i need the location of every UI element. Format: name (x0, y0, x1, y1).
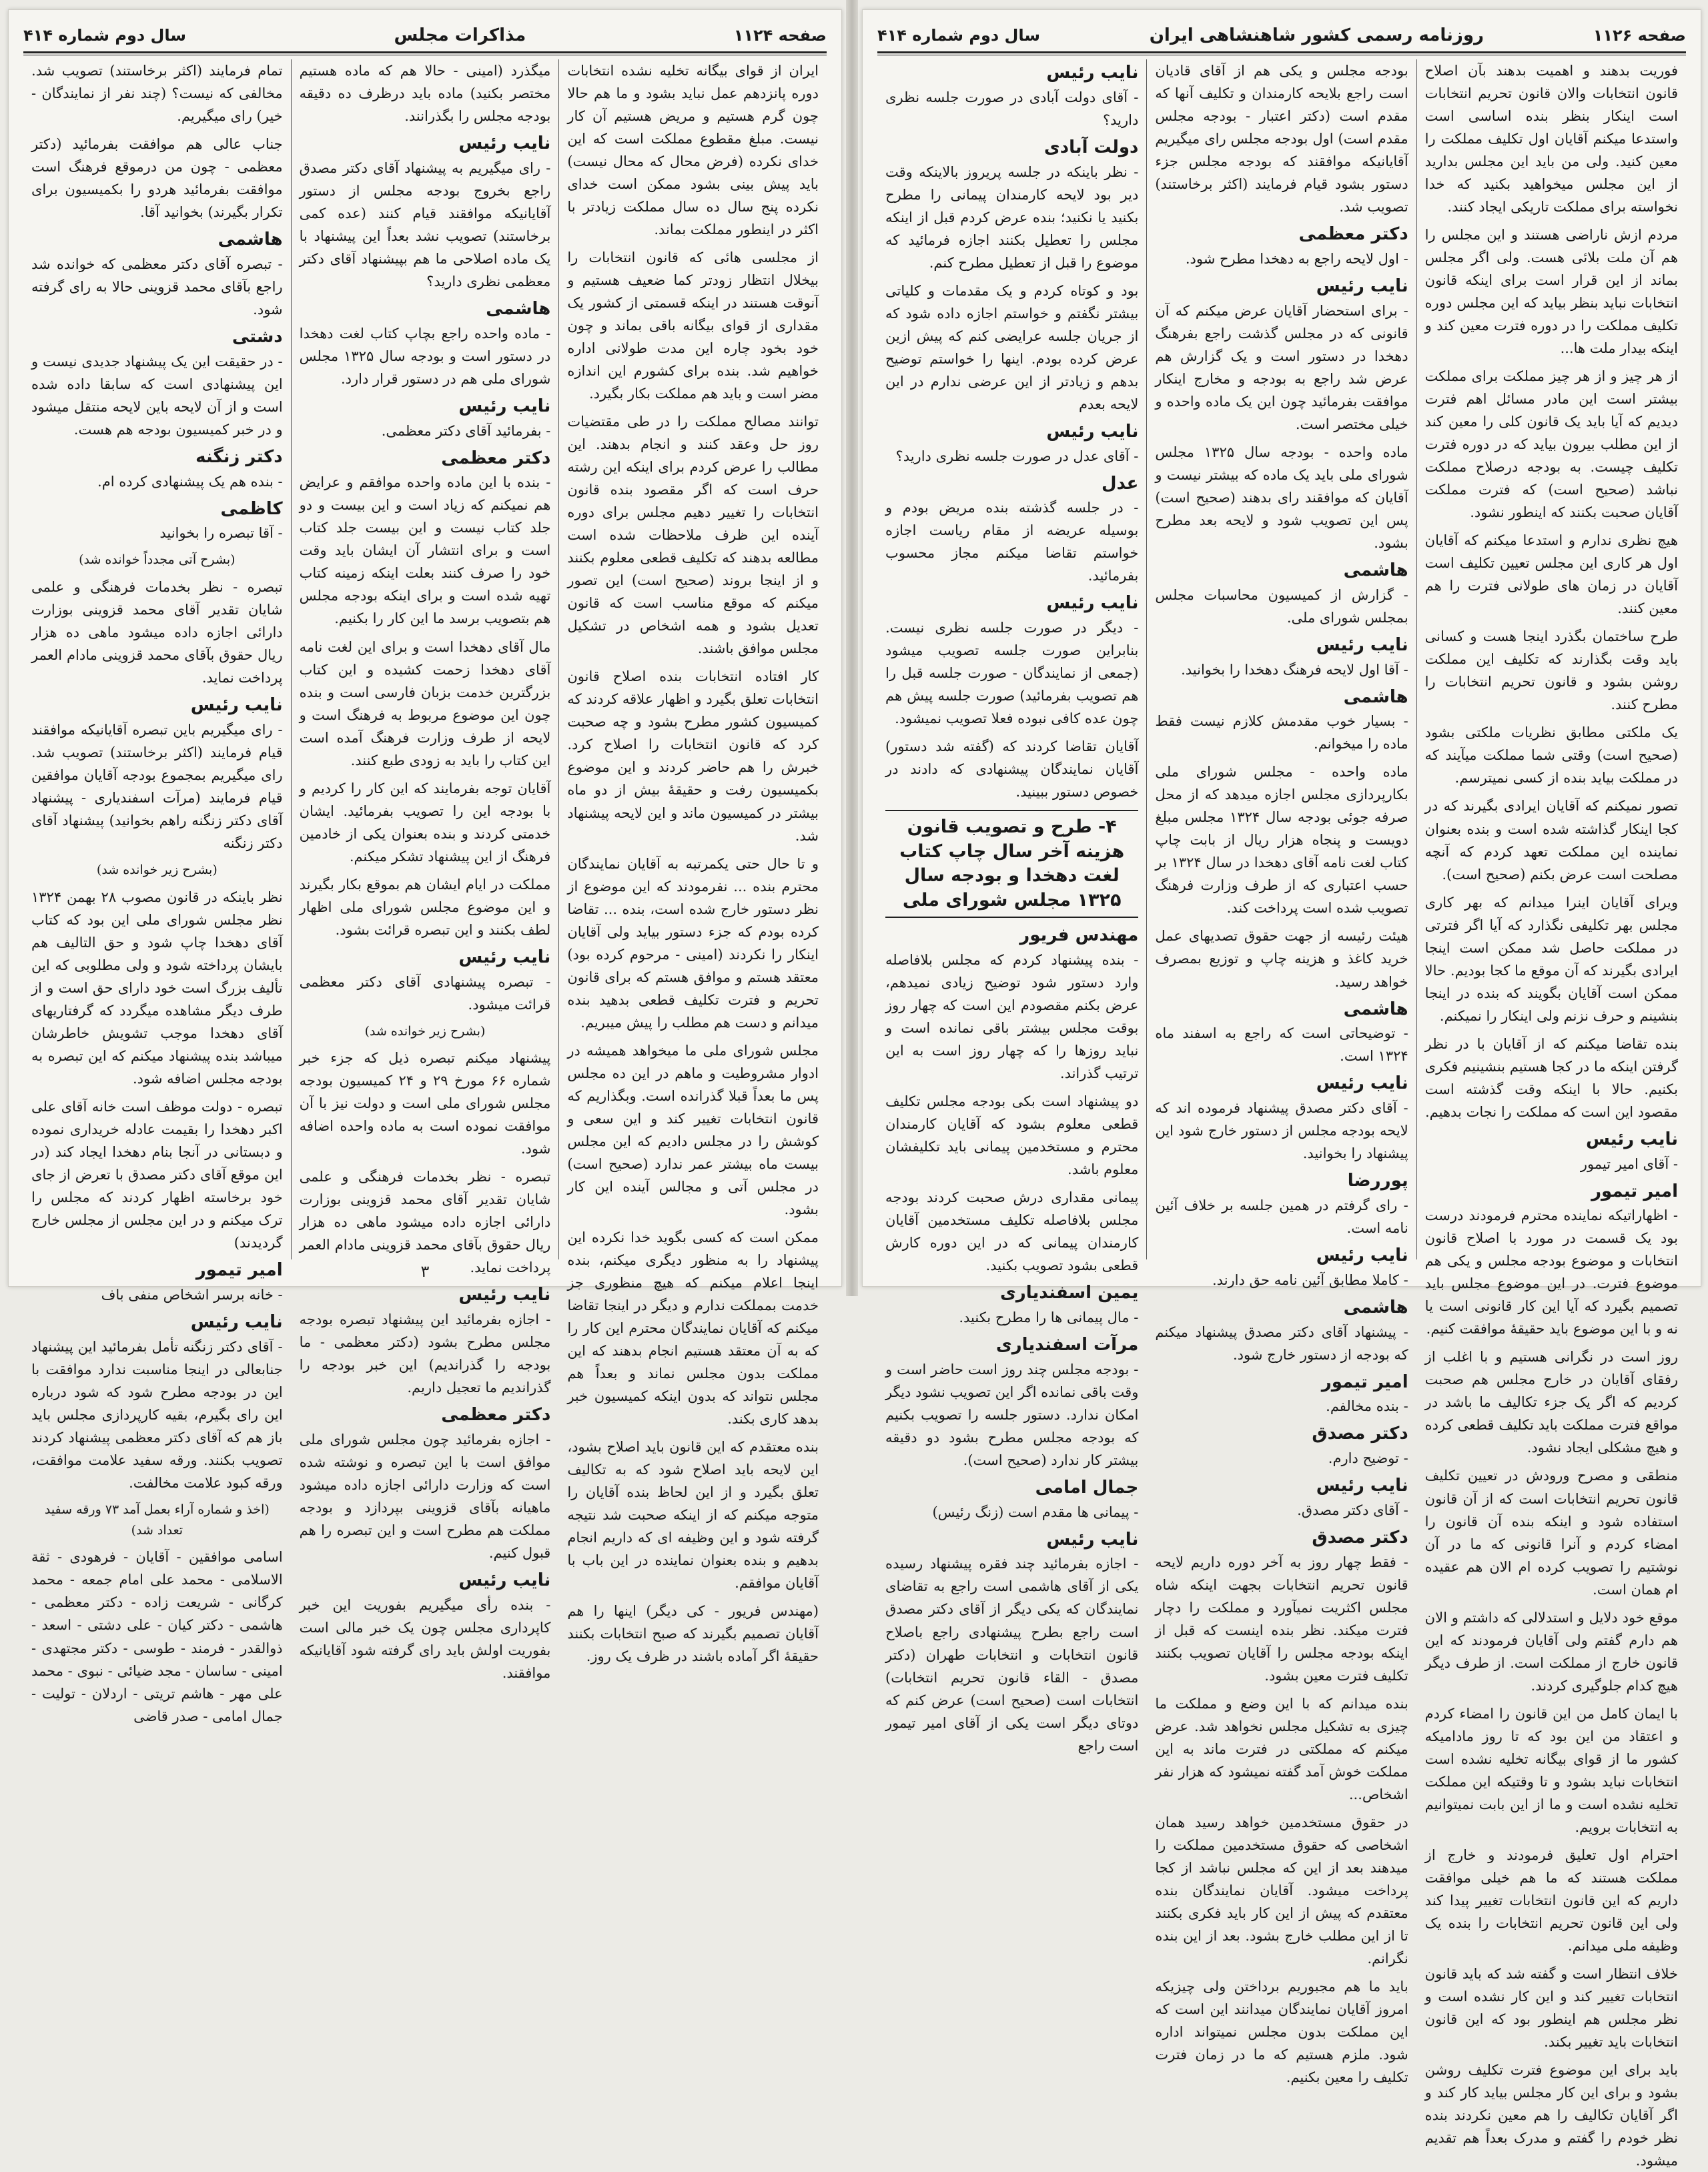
article-paragraph: ویرای آقایان اینرا میدانم که بهر کاری مجلس بهر تکلیفی نگذارد که آیا اگر فترتی در مملکت حاصل شد ممکن است اینجا ایرادی بگیرند که آن موقع ما کجا بودیم. حالا ممکن است آقایان بگویند که بنده در اینجا بنشینم و حرف نزنم ولی اینکار را نمیکنم. (1424, 894, 1678, 1024)
article-paragraph: - آقای عدل در صورت جلسه نظری دارید؟ (895, 448, 1139, 464)
article-paragraph: - بنده پیشنهاد کردم که مجلس بلافاصله وارد دستور شود توضیح زیادی نمیدهم، عرض بکنم مقصودم این است که چهار روز بوقت مجلس بیشتر باقی نمانده است و نباید روزها را که چهار روز است به این ترتیب گذراند. (885, 951, 1139, 1082)
article-paragraph: - تبصره آقای دکتر معظمی که خوانده شد راجع بآقای محمد قزوینی حالا به رای گرفته شود. (31, 255, 283, 318)
speaker-name: دکتر معظمی (441, 1405, 551, 1426)
header-rule (877, 51, 1686, 53)
article-paragraph: بنده میدانم که با این وضع و مملکت ما چیزی به تشکیل مجلس نخواهد شد. عرض میکنم که مملکتی در فترت ماند به این مملکت خوش آمد گفته نمیشود که هزار نفر اشخاص... (1155, 1695, 1408, 1803)
article-paragraph: - در حقیقت این یک پیشنهاد جدیدی نیست و این پیشنهادی است که سابقا داده شده است و از آن لایحه باین لایحه منتقل میشود و در خبر کمیسیون بودجه هم هست. (31, 353, 283, 438)
article-paragraph: - رای میگیریم به پیشنهاد آقای دکتر مصدق راجع بخروج بودجه مجلس از دستور آقایانیکه موافقند قیام کنند (عده کمی برخاستند) تصویب نشد بعداً این پیشنهاد با یک ماده اصلاحی ما هم بپیشنهاد آقای دکتر معظمی نظری دارید؟ (299, 159, 551, 290)
speaker-name: نایب رئیس (458, 1570, 551, 1591)
right-page (862, 9, 1701, 2169)
article-paragraph: جناب عالی هم موافقت بفرمائید (دکتر معظمی - چون من درموقع فرهنگ است موافقت بفرمائید هردو را بکمیسیون برای تکرار بگیرند) بخوانید آقا. (31, 136, 283, 221)
article-paragraph: باید برای این موضوع فترت تکلیف روشن بشود و برای این کار مجلس بیاید کار کند و اگر آقایان تکالیف را هم معین نکردند بنده نظر خودم را گفتم و مدرک بعداً هم تقدیم میشود. (1424, 2061, 1678, 2169)
left-issue-label: سال دوم شماره ۴۱۴ (23, 26, 186, 45)
article-paragraph: - در جلسه گذشته بنده مریض بودم و بوسیله عریضه از مقام ریاست اجازه خواستم تقاضا میکنم مجاز محسوب بفرمائید. (885, 500, 1139, 584)
article-paragraph: و تا حال حتی یکمرتبه به آقایان نمایندگان محترم بنده ... نفرمودند که این موضوع از نظر دستور خارج شده است، بنده ... تقاضا کرده بودم که جزء دستور بیاید ولی آقایان اینکار را نکردند (امینی - مرحوم کرده بود) معتقد هستم و موافق هستم که برای قانون تحریم و فترت تکلیف قطعی بدهید بنده میدانم و دست هم مطلب را پیش میبریم. (567, 855, 819, 1031)
article-paragraph: با ایمان کامل من این قانون را امضاء کردم و اعتقاد من این بود که تا روز مادامیکه کشور ما از قوای بیگانه تخلیه نشده است انتخابات نباید بشود و تا وقتیکه این مملکت تخلیه نشده است و ما از این بابت نمیتوانیم به انتخابات برویم. (1424, 1705, 1678, 1835)
speaker-name: جمال امامی (1035, 1477, 1139, 1498)
speaker-name: کاظمی (220, 498, 283, 519)
article-paragraph: بودجه مجلس و یکی هم از آقای قادیان است راجع بلایحه کارمندان و تکلیف آنها که مقدم است (دکتر اعتبار - بودجه مجلس مقدم است) اول بودجه مجلس رای میگیریم آقایانیکه موافقند که بودجه مجلس جزء دستور بشود قیام فرمایند (اکثر برخاستند) تصویب شد. (1155, 63, 1408, 215)
speaker-name: پوررضا (1347, 1171, 1408, 1191)
right-column-1 (1416, 59, 1686, 2169)
article-paragraph: منطقی و مصرح ورودش در تعیین تکلیف قانون تحریم انتخابات است که از آن قانون استفاده شود و اینکه بنده آن قانون را امضاء کردم و آنرا قانونی که ما در آن نوشتیم را تصویب کرده ام الان هم عقیده ام همان است. (1424, 1468, 1678, 1598)
article-paragraph: - بفرمائید آقای دکتر معظمی. (381, 422, 551, 439)
article-paragraph: طرح ساختمان بگذرد اینجا هست و کسانی باید وقت بگذارند که تکلیف این مملکت روشن بشود و قانون تحریم انتخابات را مطرح کنند. (1424, 628, 1678, 713)
speaker-name: هاشمی (1343, 686, 1408, 707)
speaker-name: نایب رئیس (190, 695, 283, 716)
speaker-name: هاشمی (1343, 560, 1408, 580)
speaker-name: دکتر معظمی (441, 448, 551, 468)
left-columns (23, 59, 827, 1724)
article-paragraph: - بنده هم یک پیشنهادی کرده ام. (97, 473, 283, 490)
speaker-name: نایب رئیس (190, 1312, 283, 1332)
speaker-name: مهندس فریور (1019, 925, 1139, 946)
left-page-number: صفحه ۱۱۲۴ (733, 26, 827, 45)
section-heading: ۴- طرح و تصویب قانون هزینه آخر سال چاپ کتاب لغت دهخدا و بودجه سال ۱۳۲۵ مجلس شورای ملی (885, 810, 1138, 918)
speaker-name: دولت آبادی (1043, 137, 1139, 157)
article-paragraph: - ماده واحده راجع بچاپ کتاب لغت دهخدا در دستور است و بودجه سال ۱۳۲۵ مجلس شورای ملی هم در دستور قرار دارد. (299, 325, 551, 387)
article-paragraph: دو پیشنهاد است بکی بودجه مجلس تکلیف قطعی معلوم بشود که آقایان کارمندان محترم و مستخدمین پیمانی باید تکلیفشان معلوم باشد. (885, 1093, 1139, 1178)
article-paragraph: از مجلسی هائی که قانون انتخابات را بیخلال انتظار زودتر کما ضعیف هستیم و آنوقت هستند در اینکه قسمتی از کشور یک مقداری از قوای بیگانه باقی بماند و چون خود بخود چاره این مدت طولانی اداره خواهیم شد. بنده برای کشورم این اندازه مضر است و باید هم مملکت بکار بگیرد. (567, 249, 819, 402)
article-paragraph: - گزارش از کمیسیون محاسبات مجلس بمجلس شورای ملی. (1155, 586, 1408, 626)
left-section-title: مذاکرات مجلس (394, 25, 526, 45)
session-note: (بشرح زیر خوانده شد) (364, 1023, 486, 1039)
article-paragraph: (مهندس فریور - کی دیگر) اینها را هم آقایان تصمیم بگیرند که صبح انتخابات بکنند حقیقهٔ اگر آماده باشند در ظرف یک روز. (567, 1603, 819, 1665)
left-column-1 (558, 59, 827, 1665)
article-paragraph: - خانه برسر اشخاص منفی باف (101, 1286, 283, 1303)
right-page-header (877, 22, 1686, 49)
article-paragraph: - رای میگیریم باین تبصره آقایانیکه موافقند قیام فرمایند (اکثر برخاستند) تصویب شد. رای میگیریم بمجموع بودجه آقایان موافقین قیام فرمایند (مرآت اسفندیاری - پیشنهاد آقای دکتر زنگنه راهم بخوانید) پیشنهاد آقای دکتر زنگنه (31, 722, 283, 852)
article-paragraph: - اجازه بفرمائید چون مجلس شورای ملی موافق است با این تبصره و نوشته شده است که وزارت دارائی اجازه داده میشود ماهیانه بآقای قزوینی بپردازد و بودجه مملکت هم مطرح است و این تبصره را هم قبول کنیم. (299, 1432, 551, 1562)
article-paragraph: پیمانی مقداری درش صحبت کردند بودجه مجلس بلافاصله تکلیف مستخدمین آقایان کارمندان پیمانی که در این دوره کارش قطعی بشود تصویب بکنید. (885, 1189, 1139, 1274)
speaker-name: نایب رئیس (1316, 1245, 1408, 1266)
article-paragraph: پیشنهاد میکنم تبصره ذیل که جزء خبر شماره ۶۶ مورخ ۲۹ و ۲۴ کمیسیون بودجه مجلس شورای ملی است و دولت نیز با آن موافقت نموده است به ماده واحده اضافه شود. (299, 1050, 551, 1157)
speaker-name: دکتر معظمی (1298, 224, 1408, 245)
article-paragraph: - برای استحضار آقایان عرض میکنم که آن قانونی که در مجلس گذشت راجع بفرهنگ دهخدا در دستور است و یک گزارش هم عرض شد راجع به بودجه و مخارج اینکار موافقت بفرمائید چون این یک ماده واحده و خیلی مختصر است. (1155, 302, 1408, 432)
article-paragraph: نظر باینکه در قانون مصوب ۲۸ بهمن ۱۳۲۴ نظر مجلس شورای ملی این بود که کتاب آقای دهخدا چاپ شود و حق التالیف هم بایشان پرداخته شود و ولی مطلوبی که این تألیف بزرگ است خود دارای حق است و از طرف دیگر مشاهده میگردد که گرفتاریهای آقای دهخدا موجب تشویش خاطرشان میباشد بنده پیشنهاد میکنم که این تبصره به بودجه مجلس اضافه شود. (31, 889, 283, 1087)
speaker-name: نایب رئیس (1586, 1129, 1678, 1149)
speaker-name: نایب رئیس (1046, 421, 1139, 442)
article-paragraph: روز است در نگرانی هستیم و با اغلب از رفقای آقایان در خارج مجلس هم صحبت کردیم که اگر یک جزء تکالیف ما باشد در مواقع فترت مملکت باید تکلیف قطعی کرده و هیچ مشکلی ایجاد نشود. (1424, 1349, 1678, 1456)
article-paragraph: مال آقای دهخدا است و برای این لغت نامه آقای دهخدا زحمت کشیده و این کتاب بزرگترین خدمت بزبان فارسی است و بنده چون این موضوع مربوط به فرهنگ است و لایحه از طرف وزارت فرهنگ آمده است این کتاب را باید به زودی طبع کنند. (299, 638, 551, 768)
article-paragraph: هیئت رئیسه از جهت حقوق تصدیهای عمل خرید کاغذ و هزینه چاپ و توزیع بمصرف خواهد رسید. (1155, 928, 1408, 990)
left-column-2 (291, 59, 559, 1682)
speaker-name: نایب رئیس (458, 396, 551, 416)
speaker-name: دکتر مصدق (1312, 1528, 1408, 1548)
article-paragraph: - رای گرفتم در همین جلسه بر خلاف آئین نامه است. (1155, 1197, 1408, 1236)
article-paragraph: بنده تقاضا میکنم که از آقایان با در نظر گرفتن اینکه ما در کجا هستیم بنشینیم فکری بکنیم. حالا با اینکه وقت گذشته است مقصود این است که مملکت را نجات بدهیم. (1424, 1035, 1678, 1120)
article-paragraph: - پیشنهاد آقای دکتر مصدق پیشنهاد میکنم که بودجه از دستور خارج شود. (1155, 1323, 1408, 1363)
article-paragraph: تمام فرمایند (اکثر برخاستند) تصویب شد. مخالفی که نیست؟ (چند نفر از نمایندگان - خیر) رای میگیریم. (31, 63, 283, 125)
left-column-3 (23, 59, 291, 1724)
article-paragraph: - توضیح دارم. (1328, 1450, 1408, 1467)
article-paragraph: کار افتاده انتخابات بنده اصلاح قانون انتخابات تعلق بگیرد و اظهار علاقه کردند که کمیسیون کشور مطرح بشود و چه صحبت کرد که قانون انتخابات را اصلاح کرد. خبرش را هم حاضر کردند و این موضوع بکمیسیون رفت و حقیقهٔ بیش از دو ماه بیشتر در کمیسیون ماند و این لایحه پیشنهاد شد. (567, 668, 819, 844)
speaker-name: هاشمی (1343, 1297, 1408, 1317)
speaker-name: نایب رئیس (1046, 1529, 1139, 1550)
article-paragraph: - توضیحاتی است که راجع به اسفند ماه ۱۳۲۴ است. (1155, 1025, 1408, 1065)
article-paragraph: ایران از قوای بیگانه تخلیه نشده انتخابات دوره پانزدهم عمل نباید بشود و ما هم حالا چون گرم هستیم و مریض هستیم آن کار نیست. مبلغ مقطوع مملکت است که این خدای نکرده (فرض محال که محال نیست) باید پیش بینی بشود ممکن است خدای نکرده پنج سال ده سال مملکت زیادتر با اکثر در اینطور مملکت بماند. (567, 63, 819, 238)
article-paragraph: مردم ازش ناراضی هستند و این مجلس را هم آن ملت بلائی هست. ولی اگر مجلس بماند از این قرار است برای اینکه قانون انتخابات نباید بنظر بیاید که این مجلس دوره تکلیف مملکت را در دوره فترت معین کند و اینکه بیدار ملت ها... (1424, 227, 1678, 357)
article-paragraph: بود و کوتاه کردم و یک مقدمات و کلیاتی بیشتر نگفتم و خواستم اجازه داده شود که از جریان جلسه عرایضی کنم که پیش ازین عرض کرده بودم. اینها را خواستم توضیح بدهم و زیادتر از این عرضی ندارم در این لایحه بعدم (885, 282, 1139, 412)
speaker-name: امیر تیمور (1321, 1372, 1408, 1392)
article-paragraph: - پیمانی ها مقدم است (زنگ رئیس) (932, 1504, 1139, 1520)
speaker-name: مرآت اسفندیاری (995, 1334, 1139, 1355)
article-paragraph: - اجازه بفرمائید این پیشنهاد تبصره بودجه مجلس مطرح بشود (دکتر معظمی - ما بودجه را گذراندیم) این خبر بودجه را گذراندیم ما تعجیل داریم. (299, 1311, 551, 1396)
article-paragraph: میگذرد (امینی - حالا هم که ماده هستیم مختصر بکنید) ماده باید درظرف ده دقیقه بودجه مجلس را بگذرانند. (299, 63, 551, 125)
article-paragraph: خلاف انتظار است و گفته شد که باید قانون انتخابات تغییر کند و این کار نشده است و نظر مجلس هم اینطور بود که این قانون انتخابات باید تغییر بکند. (1424, 1965, 1678, 2050)
article-paragraph: - بسیار خوب مقدمش کلازم نیست فقط ماده را میخوانم. (1155, 713, 1408, 752)
speaker-name: نایب رئیس (458, 133, 551, 154)
article-paragraph: - آقای دکتر زنگنه تأمل بفرمائید این پیشنهاد جنابعالی در اینجا مناسبت ندارد موافقت با این در بودجه مطرح شود که شود درباره این رای بگیرم، بقیه کارپردازی مجلس باید باز هم که آقای دکتر معظمی پیشنهاد کردند تصویب بکنند. ورقه سفید علامت موافقت، ورقه کبود علامت مخالفت. (31, 1338, 283, 1491)
speaker-name: نایب رئیس (1046, 593, 1139, 614)
speaker-name: دشتی (232, 326, 283, 347)
speaker-name: نایب رئیس (1316, 276, 1408, 296)
session-note: (بشرح زیر خوانده شد) (96, 863, 218, 878)
article-paragraph: - بنده با این ماده واحده موافقم و عرایض هم نمیکنم که زیاد است و این بیست و دو جلد کتاب نیست و این بیست جلد کتاب است و برای انتشار آن ایشان باید وقت خود را صرف کنند بعلت اینکه زمینه کتاب تهیه شده است و برای اینکه بودجه مجلس هم بتصویب برسد ما این کار را بکنیم. (299, 474, 551, 627)
speaker-name: نایب رئیس (458, 1285, 551, 1305)
session-note: (بشرح آتی مجدداً خوانده شد) (79, 552, 236, 568)
article-paragraph: - اول لایحه راجع به دهخدا مطرح شود. (1185, 250, 1408, 267)
right-issue-label: سال دوم شماره ۴۱۴ (877, 26, 1040, 45)
speaker-name: یمین اسفندیاری (999, 1283, 1139, 1303)
left-page-footer: ۳ (420, 1262, 430, 1281)
article-paragraph: - آقا اول لایحه فرهنگ دهخدا را بخوانید. (1181, 661, 1408, 678)
article-paragraph: - بودجه مجلس چند روز است حاضر است و وقت باقی نمانده اگر این تصویب نشود دیگر امکان ندارد. دستور جلسه را تصویب بکنیم که بودجه مجلس مطرح بشود دو دقیقه بیشتر کار ندارد (صحیح است). (885, 1361, 1139, 1468)
article-paragraph: اسامی موافقین - آقایان - فرهودی - ثقة الاسلامی - محمد علی امام جمعه - محمد کرگانی - شریعت زاده - دکتر معظمی - هاشمی - دکتر کیان - علی دشتی - اسعد - ذوالقدر - فرمند - طوسی - دکتر مجتهدی - امینی - ساسان - مجد ضیائی - نبوی - محمد علی مهر - هاشم تریتی - اردلان - تولیت - جمال امامی - صدر قاضی (31, 1549, 283, 1724)
article-paragraph: تبصره - نظر بخدمات فرهنگی و علمی شایان تقدیر آقای محمد قزوینی بوزارت دارائی اجازه داده میشود ماهی ده هزار ریال حقوق بآقای محمد قزوینی مادام العمر پرداخت نماید. (299, 1169, 551, 1276)
article-paragraph: تصور نمیکنم که آقایان ایرادی بگیرند که در کجا اینکار گذاشته شده است و بنده بعنوان نماینده این مملکت تعهد کردم که آنچه مصلحت است عرض بکنم (صحیح است). (1424, 798, 1678, 883)
article-paragraph: - آقای امیر تیمور (1580, 1155, 1678, 1172)
article-paragraph: - نظر باینکه در جلسه پریروز بالاینکه وقت دیر بود لایحه کارمندان پیمانی را مطرح بکنید یا نکنید؛ بنده عرض کردم قبل از اینکه مجلس را تعطیل بکنند اجازه فرمائید که موضوع را قبل از تعطیل مطرح کنم. (885, 163, 1139, 271)
article-paragraph: - اظهاراتیکه نماینده محترم فرمودند درست بود یک قسمت در مورد با اصلاح قانون انتخابات و موضوع بودجه مجلس و یکی هم موضوع فترت. در این موضوع مجلس باید تصمیم بگیرد که آیا این کار قانونی است یا نه و با این موضوع باید حقیقهٔ موافقت کنیم. (1424, 1207, 1678, 1337)
article-paragraph: باید ما هم مجبوریم برداختن ولی چیزیکه امروز آقایان نمایندگان میدانند این است که این مملکت بدون مجلس نمیتواند اداره شود. ملزم هستیم که ما در زمان فترت تکلیف را معین بکنیم. (1155, 1979, 1408, 2086)
speaker-name: هاشمی (486, 298, 551, 319)
speaker-name: نایب رئیس (1316, 634, 1408, 655)
session-note: (اخذ و شماره آراء بعمل آمد ۷۳ ورقه سفید تعداد شد) (44, 1502, 270, 1538)
article-paragraph: - فقط چهار روز به آخر دوره داریم لایحه قانون تحریم انتخابات بجهت اینکه شاه مجلس اکثریت نمیآورد و مملکت را دچار فترت میکند. نظر بنده اینست که قبل از اینکه بودجه مجلس را آقایان تصویب بکنند تکلیف فترت معین بشود. (1155, 1554, 1408, 1684)
page-gutter (846, 0, 858, 1296)
right-publication-title: روزنامه رسمی کشور شاهنشاهی ایران (1149, 25, 1484, 45)
speaker-name: هاشمی (1343, 999, 1408, 1019)
speaker-name: نایب رئیس (458, 947, 551, 967)
article-paragraph: - بنده مخالفم. (1326, 1398, 1408, 1415)
right-column-2 (1146, 59, 1416, 2086)
article-paragraph: ماده واحده - بودجه سال ۱۳۲۵ مجلس شورای ملی باید یک ماده که بیشتر نیست و آقایان که موافقند رای بدهند (صحیح است) پس این تصویب شود و لایحه بعد مطرح بشود. (1155, 444, 1408, 551)
article-paragraph: - آقای دکتر مصدق. (1297, 1502, 1408, 1519)
speaker-name: نایب رئیس (1046, 63, 1139, 83)
right-page-number: صفحه ۱۱۲۶ (1593, 26, 1686, 45)
article-paragraph: توانند مصالح مملکت را در طی مقتضیات روز حل وعقد کنند و انجام بدهند. این مطالب را عرض کردم برای اینکه این رشته حرف است که اگر مقصود بنده قانون انتخابات را تغییر دهیم مجلس برای دوره آینده این ظرف ملاحظات شده است مطالعه بدهند که تکلیف قطعی معلوم بکنند و از اینجا بروند (صحیح است) این تصور میکنم که موقع مناسب است که قانون تعدیل بشود و همه اشخاص در تشکیل مجلس موافق باشند. (567, 414, 819, 657)
article-paragraph: فوریت بدهند و اهمیت بدهند بآن اصلاح قانون انتخابات والان قانون تحریم انتخابات است اینکار بنظر بنده اساسی است واستدعا میکنم آقایان اول تکلیف مملکت را معین کنید. ولی من باید این مجلس بدارید از این مجلس میخواهید بکنید که خدا نخواسته برای مملکت تاریکی ایجاد کنند. (1424, 63, 1678, 215)
speaker-name: دکتر زنگنه (195, 446, 283, 467)
article-paragraph: موقع خود دلایل و استدلالی که داشتم و الان هم دارم گفتم ولی آقایان فرمودند که این قانون خارج از مملکت است. از طرف دیگر هیچ کدام جلوگیری کردند. (1424, 1609, 1678, 1694)
speaker-name: امیر تیمور (1591, 1181, 1678, 1201)
article-paragraph: تبصره - نظر بخدمات فرهنگی و علمی شایان تقدیر آقای محمد قزوینی بوزارت دارائی اجازه داده میشود ماهی ده هزار ریال حقوق بآقای محمد قزوینی مادام العمر پرداخت نماید. (31, 579, 283, 686)
article-paragraph: هیچ نظری ندارم و استدعا میکنم که آقایان اول هر کاری این مجلس تعیین تکلیف است آقایان در زمان های طولانی فترت را هم معین کنند. (1424, 532, 1678, 617)
article-paragraph: بنده معتقدم که این قانون باید اصلاح بشود، این لایحه باید اصلاح شود که به تکالیف تعلق بگیرد و از این لحاظ بنده آقایان را متوجه میکنم که از اینکه صحبت شد نتیجه گرفته شود و این وظیفه ای که داریم انجام بدهیم و بنده بعنوان نماینده در این باب با آقایان موافقم. (567, 1438, 819, 1592)
article-paragraph: - دیگر در صورت جلسه نظری نیست. بنابراین صورت جلسه تصویب میشود (جمعی از نمایندگان - صورت جلسه قبل را هم تصویب بفرمائید) صورت جلسه پیش هم چون عده کافی نبوده فعلا تصویب نمیشود. (885, 620, 1139, 727)
article-paragraph: مجلس شورای ملی ما میخواهد همیشه در ادوار مشروطیت و ماهم در این ده مجلس پس ما بعداً قبلا گذرانده است. وبگذاریم که قانون انتخابات تغییر کند و این سعی و کوشش را در مجلس دادیم که این مجلس بیست ماه بیشتر عمر ندارد (صحیح است) در مجلس آتی و مجالس آینده این کار بشود. (567, 1042, 819, 1217)
article-paragraph: - آقای دولت آبادی در صورت جلسه نظری دارید؟ (885, 89, 1139, 128)
speaker-name: هاشمی (218, 229, 283, 250)
left-page-header (23, 22, 827, 49)
article-paragraph: از هر چیز و از هر چیز مملکت برای مملکت بیشتر است این مادر مسائل اهم فترت دیدیم که آیا باید یک قانون کلی را معین کند از این مطلب بیرون بیاید که در دوره فترت تکلیف چیست. به بودجه درصلاح مملکت نباشد (صحیح است) که فترت مملکت آقایان صحبت بکنند که اینطور نشود. (1424, 368, 1678, 521)
right-column-3 (877, 59, 1146, 1754)
speaker-name: عدل (1102, 473, 1139, 494)
article-paragraph: - تبصره پیشنهادی آقای دکتر معظمی قرائت میشود. (299, 973, 551, 1013)
article-paragraph: - بنده رأی میگیریم بفوریت این خبر کاپرداری مجلس چون یک خبر مالی است بفوریت اولش باید رای گرفته شود آقایانیکه موافقند. (299, 1597, 551, 1682)
speaker-name: نایب رئیس (1316, 1073, 1408, 1094)
article-paragraph: ممکن است که کسی بگوید خدا نکرده این پیشنهاد را به منظور دیگری میکنم، بنده اینجا اعلام میکنم که هیچ منظوری جز خدمت بمملکت ندارم و دیگر در اینجا تقاضا میکنم که آقایان نمایندگان محترم این کار را که به آن معتقد هستیم انجام بدهند که این مملکت بدون مجلس نماند و بعداً هم مجلس نتواند که بدون اینکه کمیسیون خبر بدهد کاری بکند. (567, 1229, 819, 1427)
speaker-name: دکتر مصدق (1312, 1424, 1408, 1444)
article-paragraph: - مال پیمانی ها را مطرح بکنید. (959, 1309, 1139, 1325)
right-columns (877, 59, 1686, 2169)
article-paragraph: آقایان توجه بفرمایند که این کار را کردیم و با بودجه این را تصویب بفرمائید. ایشان خدمتی کردند و بنده بعنوان یکی از خادمین فرهنگ از این پیشنهاد تشکر میکنم. (299, 780, 551, 865)
article-paragraph: - کاملا مطابق آئین نامه حق دارند. (1212, 1271, 1408, 1288)
article-paragraph: - آقای دکتر مصدق پیشنهاد فرموده اند که لایحه بودجه مجلس از دستور خارج شود این پیشنهاد را بخوانید. (1155, 1100, 1408, 1162)
speaker-name: امیر تیمور (195, 1260, 283, 1281)
article-paragraph: - اجازه بفرمائید چند فقره پیشنهاد رسیده یکی از آقای هاشمی است راجع به تقاضای نمایندگان که یکی دیگر از آقای دکتر مصدق است راجع بطرح پیشنهادی راجع باصلاح قانون انتخابات و انتخابات طهران (دکتر مصدق - القاء قانون تحریم انتخابات) انتخابات است (صحیح است) عرض کنم که دوتای دیگر است یکی از آقای امیر تیمور است راجع (885, 1556, 1139, 1754)
article-paragraph: در حقوق مستخدمین خواهد رسید همان اشخاصی که حقوق مستخدمین مملکت را میدهند بعد از این که مجلس نباشد از کجا پرداخت میشود. آقایان نمایندگان بنده معتقدم که پیش از این کار باید فکری بکنند تا از این مطلب خارج بشود. بعد از این بنده نگرانم. (1155, 1814, 1408, 1967)
article-paragraph: تبصره - دولت موظف است خانه آقای علی اکبر دهخدا را بقیمت عادله خریداری نموده و دبستانی در آنجا بنام دهخدا ایجاد کند (در این موقع آقای دکتر مصدق با تعرض از جای خود برخاسته اظهار کردند که مجلس را ترک میکنم و در این مجلس از مجلس خارج گردیدند) (31, 1099, 283, 1251)
article-paragraph: یک ملکتی مطابق نظریات ملکتی بشود (صحیح است) وقتی شما مملکت میآیند که در مملکت بیاید بنده از کسی نمیترسم. (1424, 724, 1678, 786)
article-paragraph: - آقا تبصره را بخوانید (159, 525, 283, 542)
left-page (8, 9, 842, 1724)
article-paragraph: ماده واحده - مجلس شورای ملی بکارپردازی مجلس اجازه میدهد که از محل صرفه جوئی بودجه سال ۱۳۲۴ مجلس مبلغ دویست و پنجاه هزار ریال از بابت چاپ کتاب لغت نامه آقای دهخدا در سال ۱۳۲۴ بر حسب اعتباری که از طرف وزارت فرهنگ تصویب شده است پرداخت کند. (1155, 764, 1408, 917)
header-rule (23, 51, 827, 53)
article-paragraph: آقایان تقاضا کردند که (گفته شد دستور) آقایان نمایندگان پیشنهادی که دادند در خصوص دستور ببینید. (885, 738, 1139, 800)
speaker-name: نایب رئیس (1316, 1476, 1408, 1496)
article-paragraph: مملکت در ایام ایشان هم بموقع بکار بگیرند و این موضوع مجلس شورای ملی اظهار لطف بکنند و این تبصره قرائت بشود. (299, 876, 551, 938)
article-paragraph: احترام اول تعلیق فرمودند و خارج از مملکت هستند که ما هم خیلی موافقت داریم که این قانون انتخابات تغییر پیدا کند ولی این قانون تحریم انتخابات را بنده یک وظیفه ملی میدانم. (1424, 1846, 1678, 1954)
